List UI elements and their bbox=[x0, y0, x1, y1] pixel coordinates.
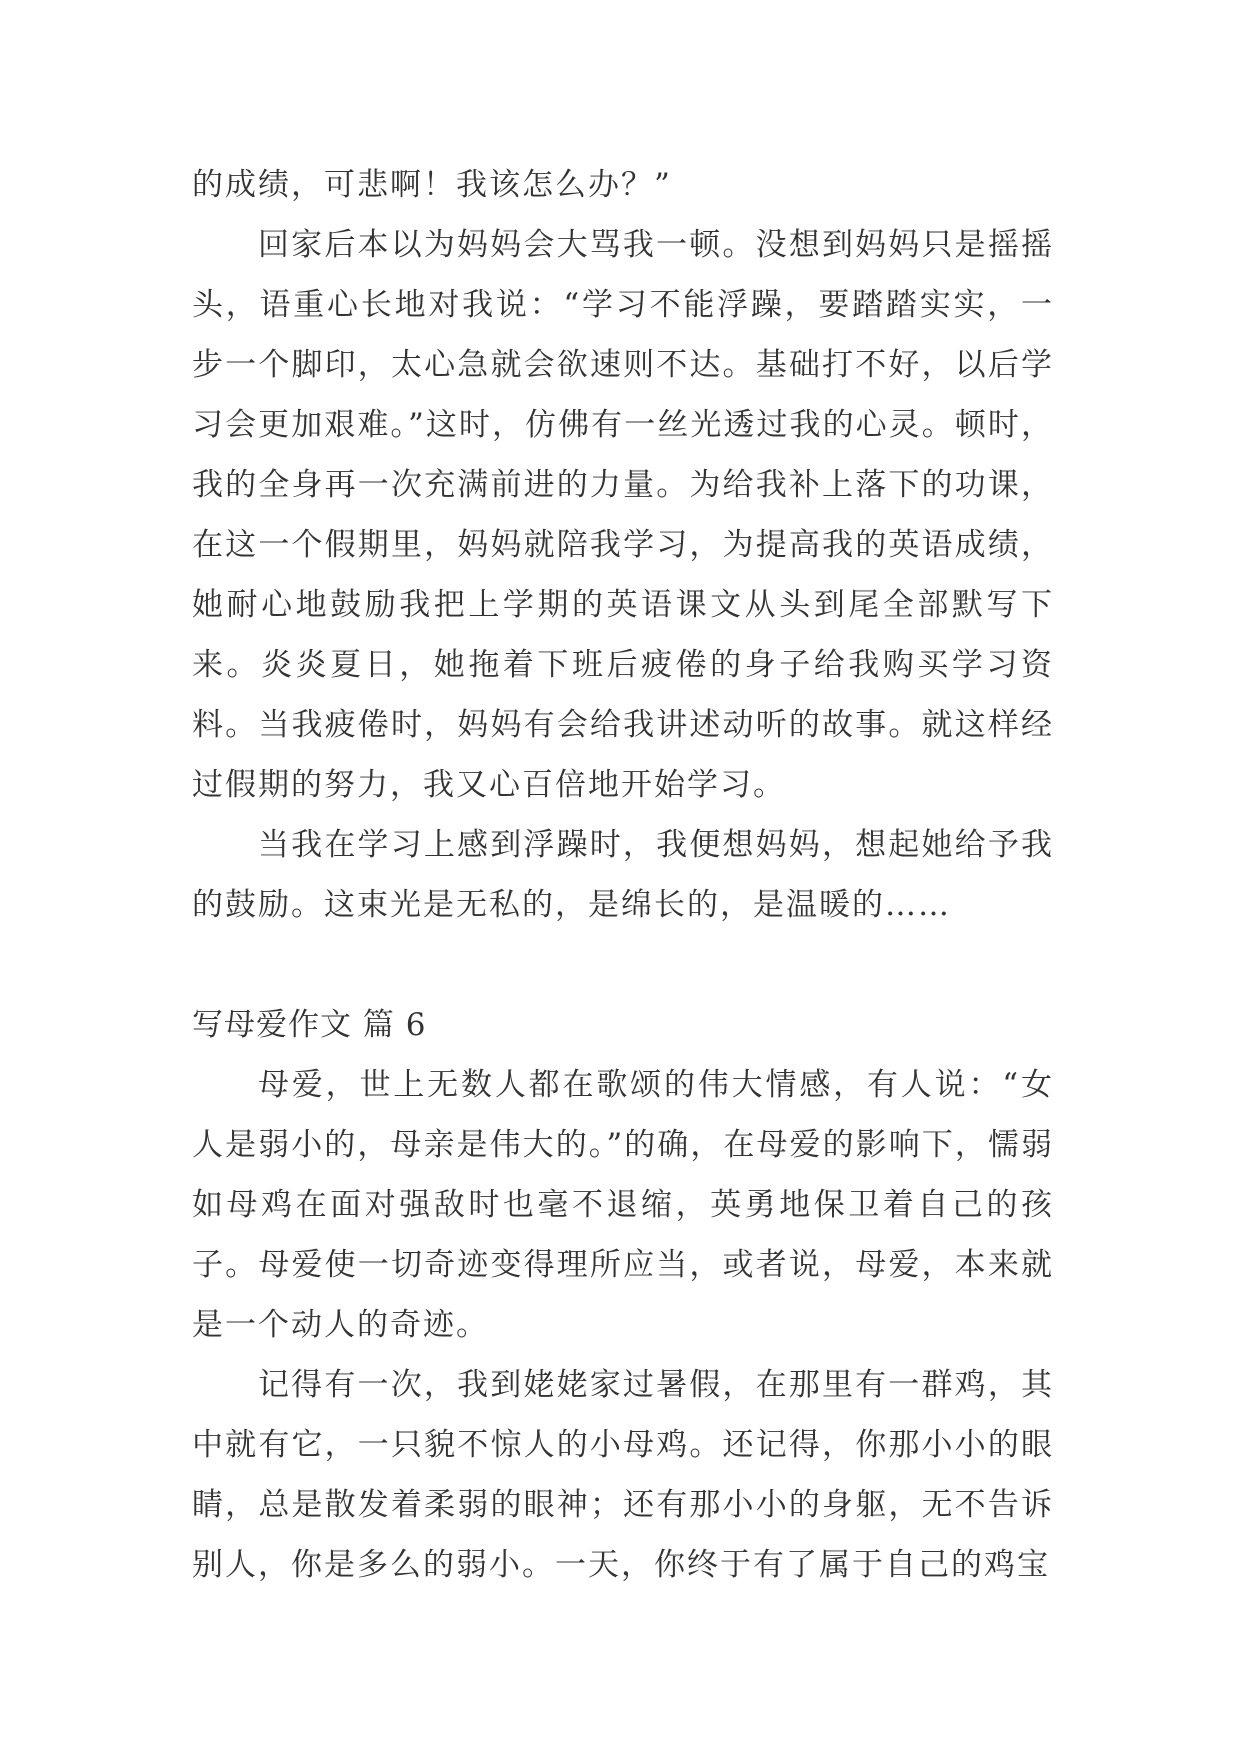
section-heading: 写母爱作文 篇 6 bbox=[192, 1007, 427, 1043]
paragraph: 母爱，世上无数人都在歌颂的伟大情感，有人说：“女人是弱小的，母亲是伟大的。”的确，在母爱的影响下，懦弱如母鸡在面对强敌时也毫不退缩，英勇地保卫着自己的孩子。母爱使一切奇迹变得理所应当，或者说，母爱，本来就是一个动人的奇迹。 bbox=[192, 1067, 1054, 1343]
document-body bbox=[192, 155, 1054, 1595]
paragraph: 当我在学习上感到浮躁时，我便想妈妈，想起她给予我的鼓励。这束光是无私的，是绵长的，是温暖的…… bbox=[192, 827, 1054, 923]
paragraph-continuation: 的成绩，可悲啊！我该怎么办？” bbox=[192, 167, 672, 203]
paragraph: 记得有一次，我到姥姥家过暑假，在那里有一群鸡，其中就有它，一只貌不惊人的小母鸡。还记得，你那小小的眼睛，总是散发着柔弱的眼神；还有那小小的身躯，无不告诉别人，你是多么的弱小。一天，你终于有了属于自己的鸡宝 bbox=[192, 1367, 1054, 1583]
paragraph: 回家后本以为妈妈会大骂我一顿。没想到妈妈只是摇摇头，语重心长地对我说：“学习不能浮躁，要踏踏实实，一步一个脚印，太心急就会欲速则不达。基础打不好，以后学习会更加艰难。”这时，仿佛有一丝光透过我的心灵。顿时，我的全身再一次充满前进的力量。为给我补上落下的功课，在这一个假期里，妈妈就陪我学习，为提高我的英语成绩，她耐心地鼓励我把上学期的英语课文从头到尾全部默写下来。炎炎夏日，她拖着下班后疲倦的身子给我购买学习资料。当我疲倦时，妈妈有会给我讲述动听的故事。就这样经过假期的努力，我又心百倍地开始学习。 bbox=[192, 227, 1054, 803]
